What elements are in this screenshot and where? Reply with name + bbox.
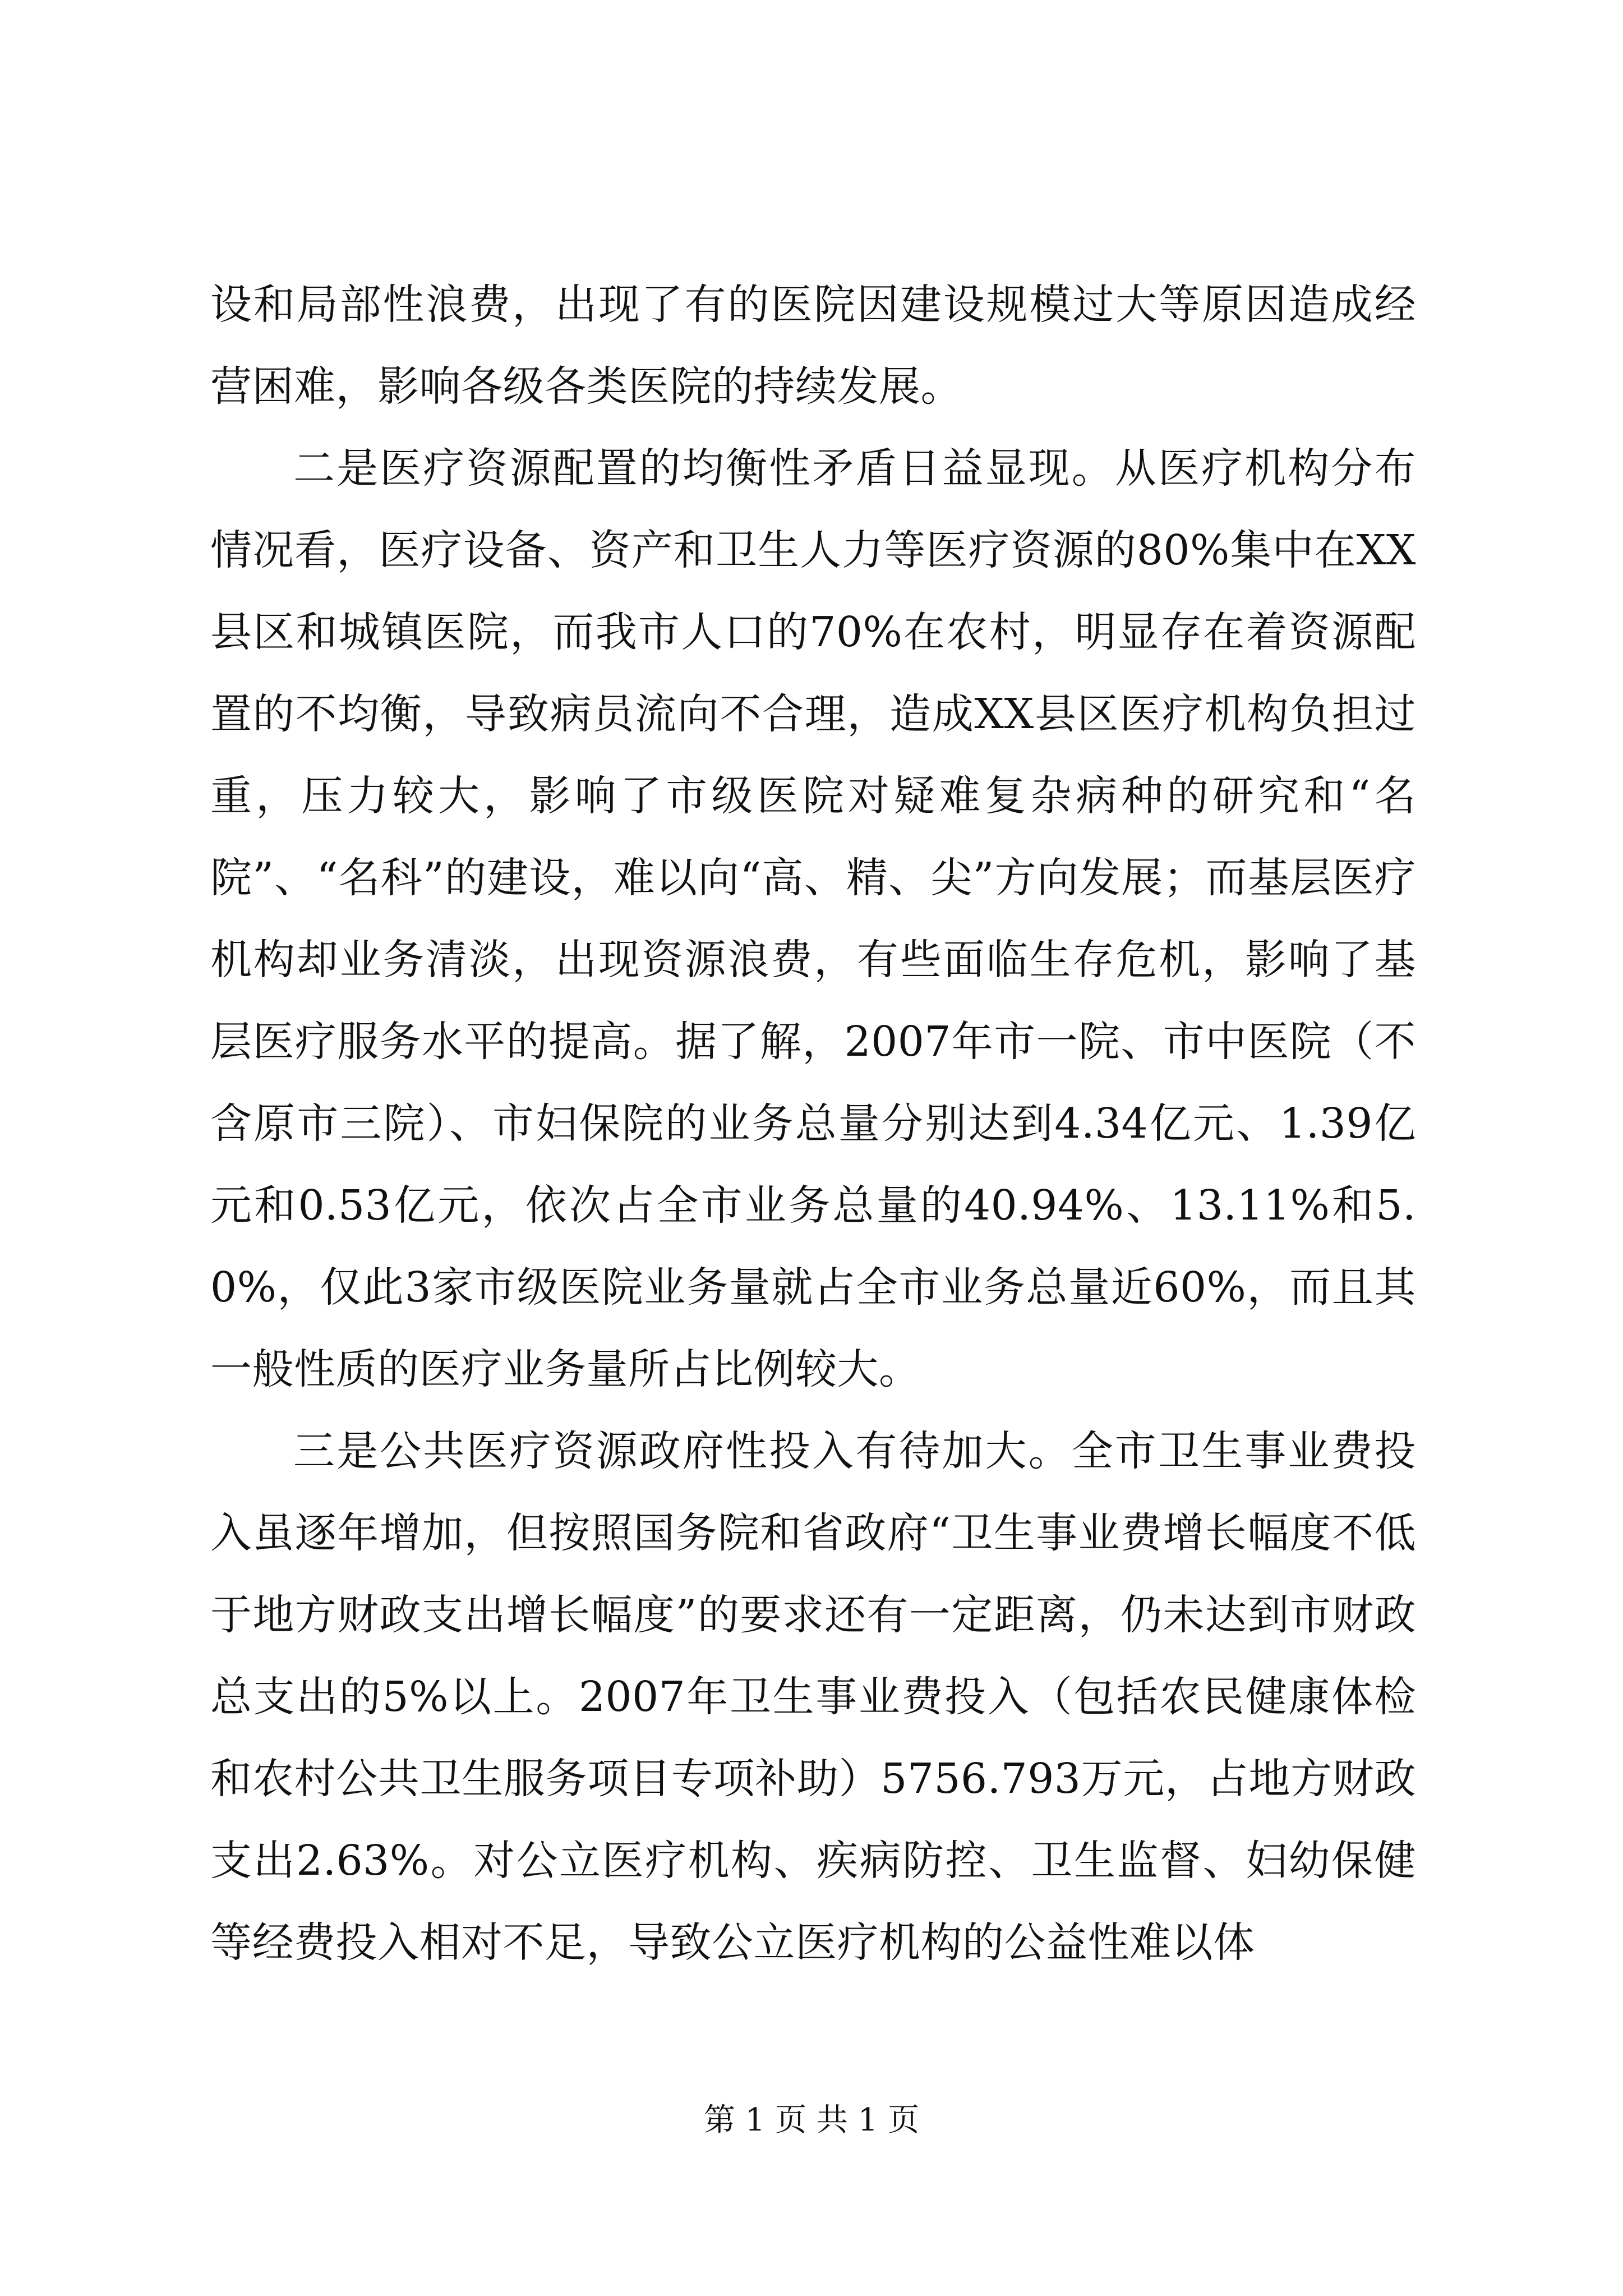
paragraph-medical-resource-balance: 二是医疗资源配置的均衡性矛盾日益显现。从医疗机构分布情况看，医疗设备、资产和卫生人力等医疗资源的80%集中在XX县区和城镇医院，而我市人口的70%在农村，明显存在着资源配置的不均衡，导致病员流向不合理，造成XX县区医疗机构负担过重，压力较大，影响了市级医院对疑难复杂病种的研究和“名院”、“名科”的建设，难以向“高、精、尖”方向发展；而基层医疗机构却业务清淡，出现资源浪费，有些面临生存危机，影响了基层医疗服务水平的提高。据了解，2007年市一院、市中医院（不含原市三院）、市妇保院的业务总量分别达到4.34亿元、1.39亿元和0.53亿元，依次占全市业务总量的40.94%、13.11%和5.0%，仅此3家市级医院业务量就占全市业务总量近60%，而且其一般性质的医疗业务量所占比例较大。 bbox=[210, 444, 1416, 1393]
paragraph-government-investment: 三是公共医疗资源政府性投入有待加大。全市卫生事业费投入虽逐年增加，但按照国务院和省政府“卫生事业费增长幅度不低于地方财政支出增长幅度”的要求还有一定距离，仍未达到市财政总支出的5%以上。2007年卫生事业费投入（包括农民健康体检和农村公共卫生服务项目专项补助）5756.793万元，占地方财政支出2.63%。对公立医疗机构、疾病防控、卫生监督、妇幼保健等经费投入相对不足，导致公立医疗机构的公益性难以体 bbox=[210, 1427, 1416, 1967]
paragraph-continuation: 设和局部性浪费，出现了有的医院因建设规模过大等原因造成经营困难，影响各级各类医院的持续发展。 bbox=[210, 280, 1416, 411]
page-number-footer: 第 1 页 共 1 页 bbox=[703, 2102, 920, 2138]
document-body bbox=[210, 264, 1416, 1984]
